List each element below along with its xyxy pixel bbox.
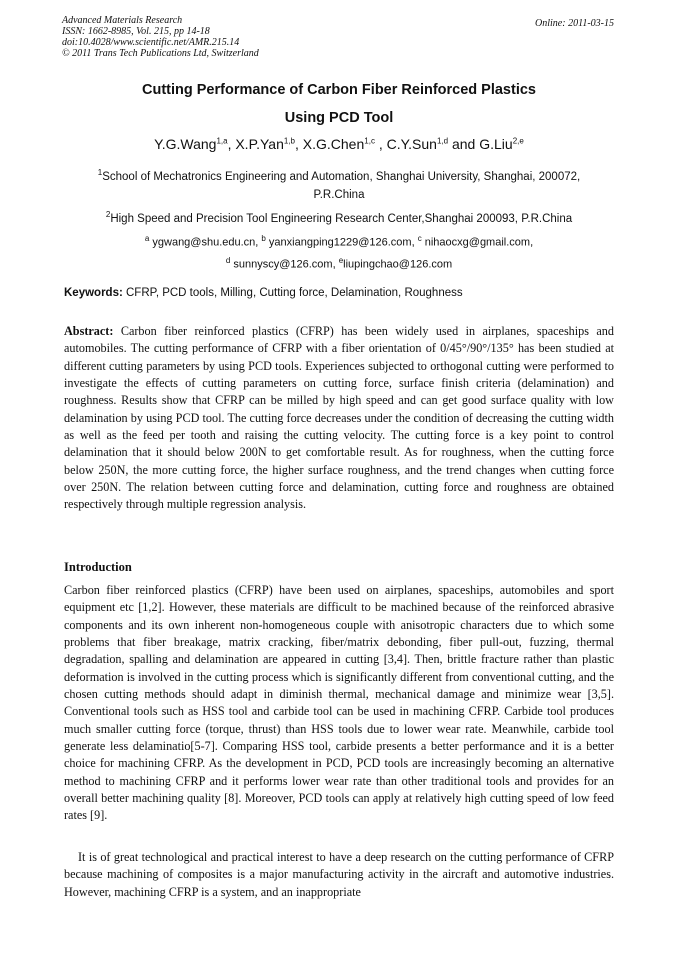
paper-title-line-1: Cutting Performance of Carbon Fiber Reinforced Plastics: [142, 82, 536, 98]
paper-title-line-2: Using PCD Tool: [284, 110, 394, 126]
author: X.P.Yan$^{1,b}$,: [235, 136, 303, 152]
abstract: [64, 323, 614, 514]
journal-name: Advanced Materials Research: [62, 15, 183, 26]
author-emails: $^a$ ygwang@shu.edu.cn, $^b$ yanxiangping1229@126.com, $^c$ nihaocxg@gmail.com, $^d$ sunnyscy@126.com, $^e$liupingchao@126.com: [144, 234, 534, 271]
doi-line: doi:10.4028/www.scientific.net/AMR.215.14: [62, 37, 240, 48]
introduction-paragraph-1: Carbon fiber reinforced plastics (CFRP) have been used on airplanes, spaceships, automobiles and sport equipment etc [1,2]. However, these materials are difficult to be machined because of the reinforced abrasive components and its own inherent non-homogeneous couple with anisotropic characters due to which some problems that fiber breakage, matrix cracking, fiber/matrix debonding, fiber pull-out, fuzzing, thermal degradation, spalling and delamination are appeared in cutting [3,4]. Then, brittle fracture rather than plastic deformation is involved in the cutting process which is significantly different from conventional cutting, and the chosen cutting methods should adapt in diminish thermal, mechanical damage and minimize wear [3,5]. Conventional tools such as HSS tool and carbide tool can be used in machining CFRP. Carbide tool produces much smaller cutting force (torque, thrust) than HSS tools due to lower wear rate. Meanwhile, carbide tool generate less delaminatio[5-7]. Comparing HSS tool, carbide presents a better performance and it is a better choice for machining CFRP. As the development in PCD, PCD tools are increasingly becoming an alternative method to machining CFRP and it performs lower wear rate than other traditional tools and provides for an overall better machining quality [8]. Moreover, PCD tools can apply at relatively high cutting speed of low feed rates [9].: [64, 583, 614, 823]
keywords-text: CFRP, PCD tools, Milling, Cutting force, Delamination, Roughness: [122, 287, 463, 299]
author: X.G.Chen$^{1,c}$ ,: [302, 136, 387, 152]
abstract-text: Carbon fiber reinforced plastics (CFRP) has been widely used in airplanes, spaceships and automobiles. The cutting performance of CFRP with a fiber orientation of 0/45°/90°/135° has been studied at different cutting parameters by using PCD tools. Experiences subjected to orthogonal cutting were performed to investigate the effects of cutting parameters on cutting force, surface finish criteria (delamination) and roughness. Results show that CFRP can be milled by high speed and can get good surface quality with low delamination by using PCD tool. The cutting force decreases under the condition of decreasing the cutting width as well as the feed per tooth and raising the cutting velocity. The cutting force is a key point to control delamination that it should below 200N to get comfortable result. As for roughness, when the cutting force below 250N, the more cutting force, the higher surface roughness, and the trend changes when cutting force over 250N. The relation between cutting force and delamination, cutting force and roughness are obtained respectively through multiple regression analysis.: [64, 324, 614, 512]
affiliation-2: $^2$High Speed and Precision Tool Engineering Research Center,Shanghai 200093, P.R.China: [105, 210, 573, 225]
author: Y.G.Wang$^{1,a}$,: [154, 136, 236, 152]
online-date: Online: 2011-03-15: [535, 18, 614, 29]
affiliation-1: $^1$School of Mechatronics Engineering and Automation, Shanghai University, Shanghai, 200072, P.R.China: [97, 168, 581, 201]
author: G.Liu$^{2,e}$: [479, 136, 524, 152]
introduction-paragraph-2: It is of great technological and practical interest to have a deep research on the cutting performance of CFRP because machining of composites is a major manufacturing activity in the aircraft and automotive industries. However, machining CFRP is a system, and an inappropriate: [64, 850, 614, 899]
author: C.Y.Sun$^{1,d}$ and: [386, 136, 480, 152]
author-list: [0, 136, 678, 152]
abstract-label: Abstract:: [64, 324, 114, 338]
keywords-label: Keywords:: [64, 287, 123, 299]
keywords: [64, 287, 616, 299]
issn-line: ISSN: 1662-8985, Vol. 215, pp 14-18: [62, 26, 210, 37]
copyright-line: © 2011 Trans Tech Publications Ltd, Switzerland: [62, 48, 259, 59]
section-heading-introduction: Introduction: [64, 560, 132, 574]
